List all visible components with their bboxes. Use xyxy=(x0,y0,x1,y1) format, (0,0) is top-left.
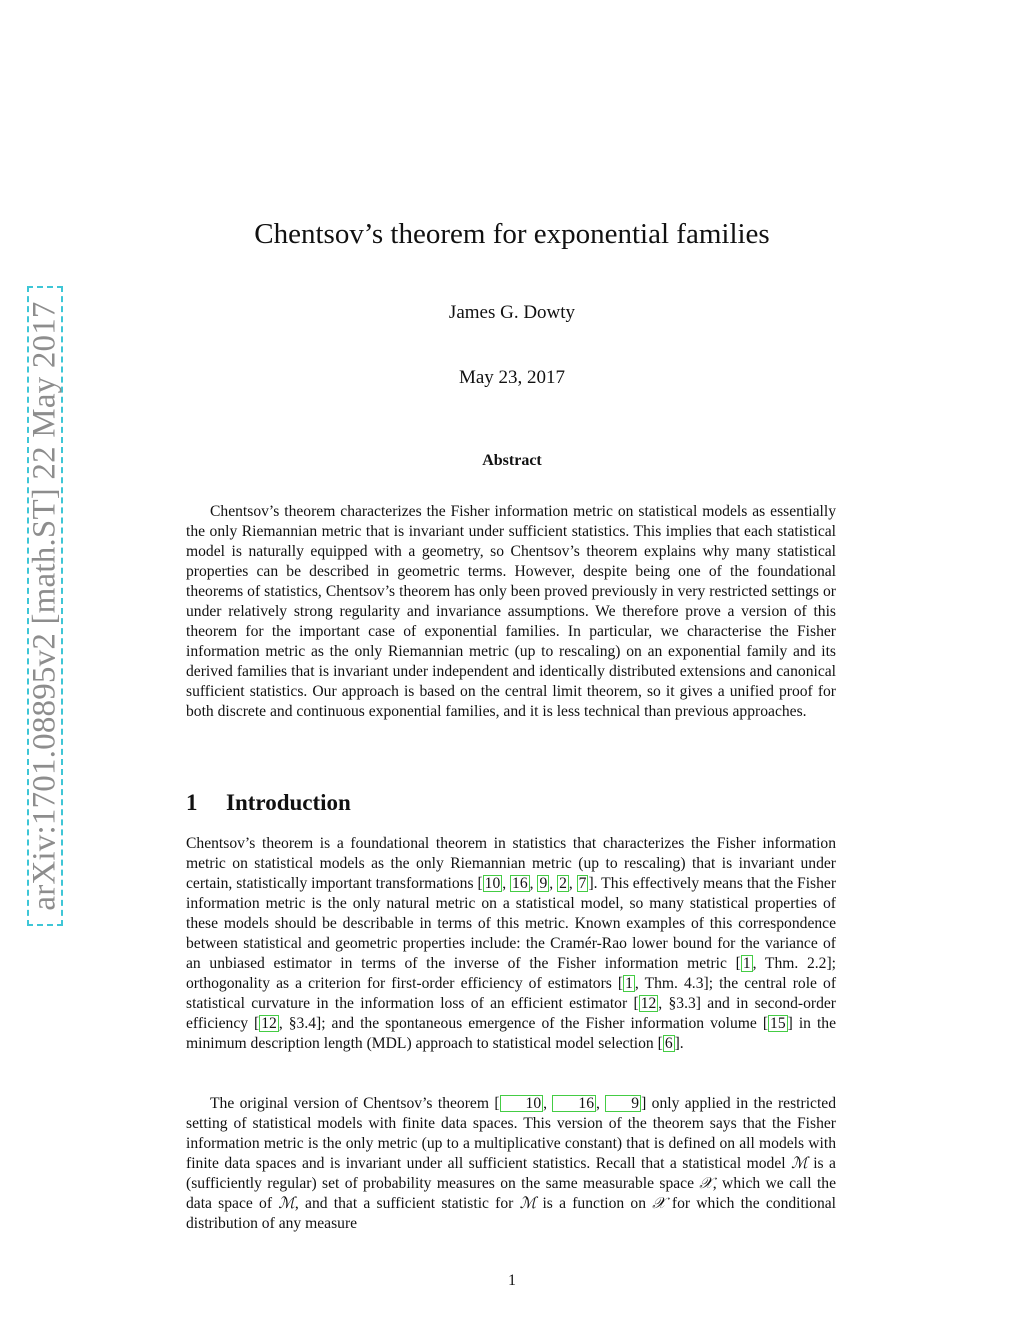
citation-link[interactable]: 6 xyxy=(664,1035,673,1052)
abstract-heading: Abstract xyxy=(482,452,542,469)
citation-link[interactable]: 10 xyxy=(500,1095,544,1112)
citation-link[interactable]: 10 xyxy=(484,875,501,892)
citation-link[interactable]: 12 xyxy=(640,995,657,1012)
citation-link[interactable]: 1 xyxy=(742,955,751,972)
citation-link[interactable]: 16 xyxy=(552,1095,596,1112)
citation-link[interactable]: 7 xyxy=(578,875,587,892)
math-symbol: 𝒳 xyxy=(652,1195,666,1212)
math-symbol: ℳ xyxy=(791,1155,808,1172)
citation-link[interactable]: 1 xyxy=(625,975,633,992)
math-symbol: 𝒳 xyxy=(699,1175,713,1192)
citation-link[interactable]: 12 xyxy=(261,1015,277,1032)
citation-link[interactable]: 9 xyxy=(539,875,548,892)
section-number: 1 xyxy=(186,790,198,815)
paragraph-2: The original version of Chentsov’s theorem [ 10 , 16 , 9 ] only applied in the restricted setting of statistical models with finite data spaces. This version of the theorem says that the Fisher information metric is the only metric (up to a multiplicative constant) that is defined on all models with finite data spaces and is invariant under all sufficient statistics. Recall that a statistical model ℳ is a (sufficiently regular) set of probability measures on the same measurable space 𝒳, which we call the data space of ℳ, and that a sufficient statistic for ℳ is a function on 𝒳 for which the conditional distribution of any measure xyxy=(186,1095,837,1232)
math-symbol: ℳ xyxy=(278,1195,295,1212)
arxiv-stamp-text: arXiv:1701.08895v2 [math.ST] 22 May 2017 xyxy=(26,301,63,911)
date: May 23, 2017 xyxy=(458,367,566,388)
page-number: 1 xyxy=(508,1272,516,1289)
abstract-text: Chentsov’s theorem characterizes the Fisher information metric on statistical models as essentially the only Riemannian metric that is invariant under sufficient statistics. This implies that each statistical model is naturally equipped with a geometry, so Chentsov’s theorem explains why many statistical properties can be described in geometric terms. However, despite being one of the foundational theorems of statistics, Chentsov’s theorem has only been proved previously in very restricted settings or under relatively strong regularity and invariance assumptions. We therefore prove a version of this theorem for the important case of exponential families. In particular, we characterise the Fisher information metric as the only Riemannian metric (up to rescaling) on an exponential family and its derived families that is invariant under independent and identically distributed extensions and canonical sufficient statistics. Our approach is based on the central limit theorem, so it gives a unified proof for both discrete and continuous exponential families, and it is less technical than previous approaches. xyxy=(186,503,836,720)
paper-title: Chentsov’s theorem for exponential families xyxy=(254,218,770,250)
citation-link[interactable]: 16 xyxy=(512,875,528,892)
author: James G. Dowty xyxy=(448,302,576,323)
citation-link[interactable]: 9 xyxy=(605,1095,641,1112)
section-heading xyxy=(186,790,351,816)
math-symbol: ℳ xyxy=(519,1195,537,1212)
paragraph-1: Chentsov’s theorem is a foundational theorem in statistics that characterizes the Fisher information metric on statistical models as the only Riemannian metric (up to rescaling) that is invariant under certain, statistically important transformations [ 10 , 16 , 9 , 2 , 7 ]. This effectively means that the Fisher information metric is the only natural metric on a statistical model, so many statistical properties of these models should be describable in terms of this metric. Known examples of this correspondence between statistical and geometric properties include: the Cramér-Rao lower bound for the variance of an unbiased estimator in terms of the inverse of the Fisher information metric [ 1 , Thm. 2.2]; orthogonality as a criterion for first-order efficiency of estimators [ 1 , Thm. 4.3]; the central role of statistical curvature in the information loss of an efficient estimator [ 12 , §3.3] and in second-order efficiency [ 12 , §3.4]; and the spontaneous emergence of the Fisher information volume [ 15 ] in the minimum description length (MDL) approach to statistical model selection [ 6 ]. xyxy=(186,835,837,1052)
section-title: Introduction xyxy=(226,790,351,815)
citation-link[interactable]: 15 xyxy=(770,1015,786,1032)
citation-link[interactable]: 2 xyxy=(559,875,567,892)
